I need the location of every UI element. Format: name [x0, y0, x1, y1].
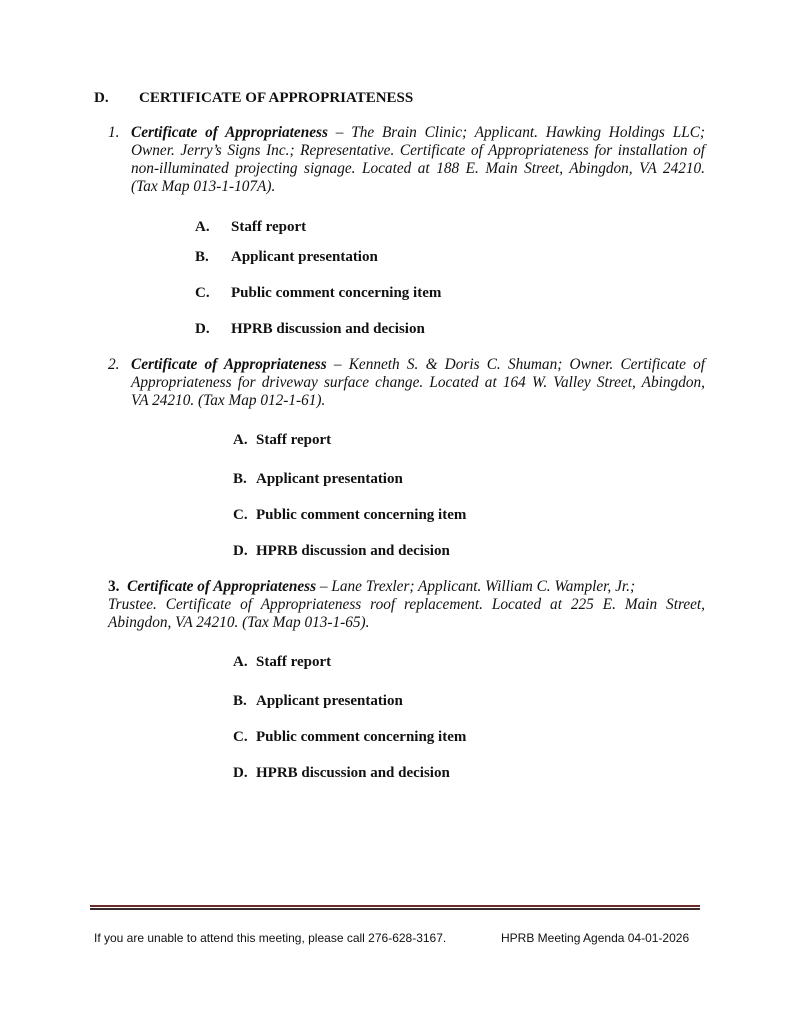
step-letter: D.	[233, 765, 248, 781]
footer-agenda-label: HPRB Meeting Agenda 04-01-2026	[501, 931, 690, 945]
step-text: HPRB discussion and decision	[231, 321, 425, 337]
agenda-item-1	[108, 124, 705, 196]
item-heading: Certificate of Appropriateness	[131, 356, 327, 373]
item-line-1	[131, 356, 705, 374]
step-applicant-presentation	[195, 249, 378, 266]
step-text: Public comment concerning item	[256, 729, 467, 745]
step-text: Staff report	[256, 654, 332, 670]
item-line-3: Abingdon, VA 24210. (Tax Map 013-1-65).	[108, 614, 370, 631]
step-text: Applicant presentation	[256, 471, 403, 487]
step-letter: A.	[233, 432, 248, 448]
item-number: 2.	[108, 356, 120, 373]
step-public-comment	[233, 729, 466, 746]
step-staff-report	[195, 219, 306, 236]
item-line-3: VA 24210. (Tax Map 012-1-61).	[131, 392, 326, 409]
item-line-2: Appropriateness for driveway surface change. Located at 164 W. Valley Street, Abingdon,	[131, 374, 705, 391]
step-applicant-presentation	[233, 471, 403, 488]
section-letter: D.	[94, 90, 109, 106]
footer-contact: If you are unable to attend this meeting, please call 276-628-3167.	[94, 931, 447, 945]
step-public-comment	[233, 507, 466, 524]
item-line-2: Trustee. Certificate of Appropriateness roof replacement. Located at 225 E. Main Street,	[108, 596, 705, 613]
footer-divider-bottom	[90, 908, 700, 910]
step-text: Staff report	[256, 432, 332, 448]
step-letter: C.	[195, 285, 210, 301]
step-letter: B.	[233, 693, 247, 709]
item-text: – Lane Trexler; Applicant. William C. Wampler, Jr.;	[316, 578, 636, 595]
item-text: – Kenneth S. & Doris C. Shuman; Owner. Certificate of	[326, 356, 706, 373]
item-line-4: (Tax Map 013-1-107A).	[131, 178, 276, 195]
step-letter: C.	[233, 729, 248, 745]
step-letter: A.	[233, 654, 248, 670]
item-heading: Certificate of Appropriateness	[131, 124, 328, 141]
item-line-3: non-illuminated projecting signage. Located at 188 E. Main Street, Abingdon, VA 24210.	[131, 160, 705, 177]
item-line-1	[108, 578, 705, 596]
step-letter: C.	[233, 507, 248, 523]
section-title: CERTIFICATE OF APPROPRIATENESS	[139, 90, 414, 106]
step-letter: B.	[195, 249, 209, 265]
item-number: 1.	[108, 124, 120, 141]
step-hprb-discussion	[233, 765, 450, 782]
item-line-1	[131, 124, 705, 142]
step-text: Public comment concerning item	[256, 507, 467, 523]
agenda-item-2	[108, 356, 705, 410]
step-text: HPRB discussion and decision	[256, 765, 450, 781]
step-public-comment	[195, 285, 441, 302]
step-letter: D.	[195, 321, 210, 337]
item-text: – The Brain Clinic; Applicant. Hawking Holdings LLC;	[327, 124, 706, 141]
step-letter: D.	[233, 543, 248, 559]
step-text: Public comment concerning item	[231, 285, 442, 301]
step-text: Applicant presentation	[256, 693, 403, 709]
footer-divider-top	[90, 905, 700, 907]
step-text: Staff report	[231, 219, 307, 235]
step-staff-report	[233, 654, 331, 671]
step-applicant-presentation	[233, 693, 403, 710]
step-hprb-discussion	[195, 321, 425, 338]
step-letter: A.	[195, 219, 210, 235]
item-heading: Certificate of Appropriateness	[127, 578, 317, 595]
step-text: HPRB discussion and decision	[256, 543, 450, 559]
item-number: 3.	[108, 578, 120, 595]
agenda-item-3	[108, 578, 705, 632]
item-line-2: Owner. Jerry’s Signs Inc.; Representative. Certificate of Appropriateness for installation of	[131, 142, 705, 159]
step-letter: B.	[233, 471, 247, 487]
step-hprb-discussion	[233, 543, 450, 560]
step-staff-report	[233, 432, 331, 449]
step-text: Applicant presentation	[231, 249, 378, 265]
